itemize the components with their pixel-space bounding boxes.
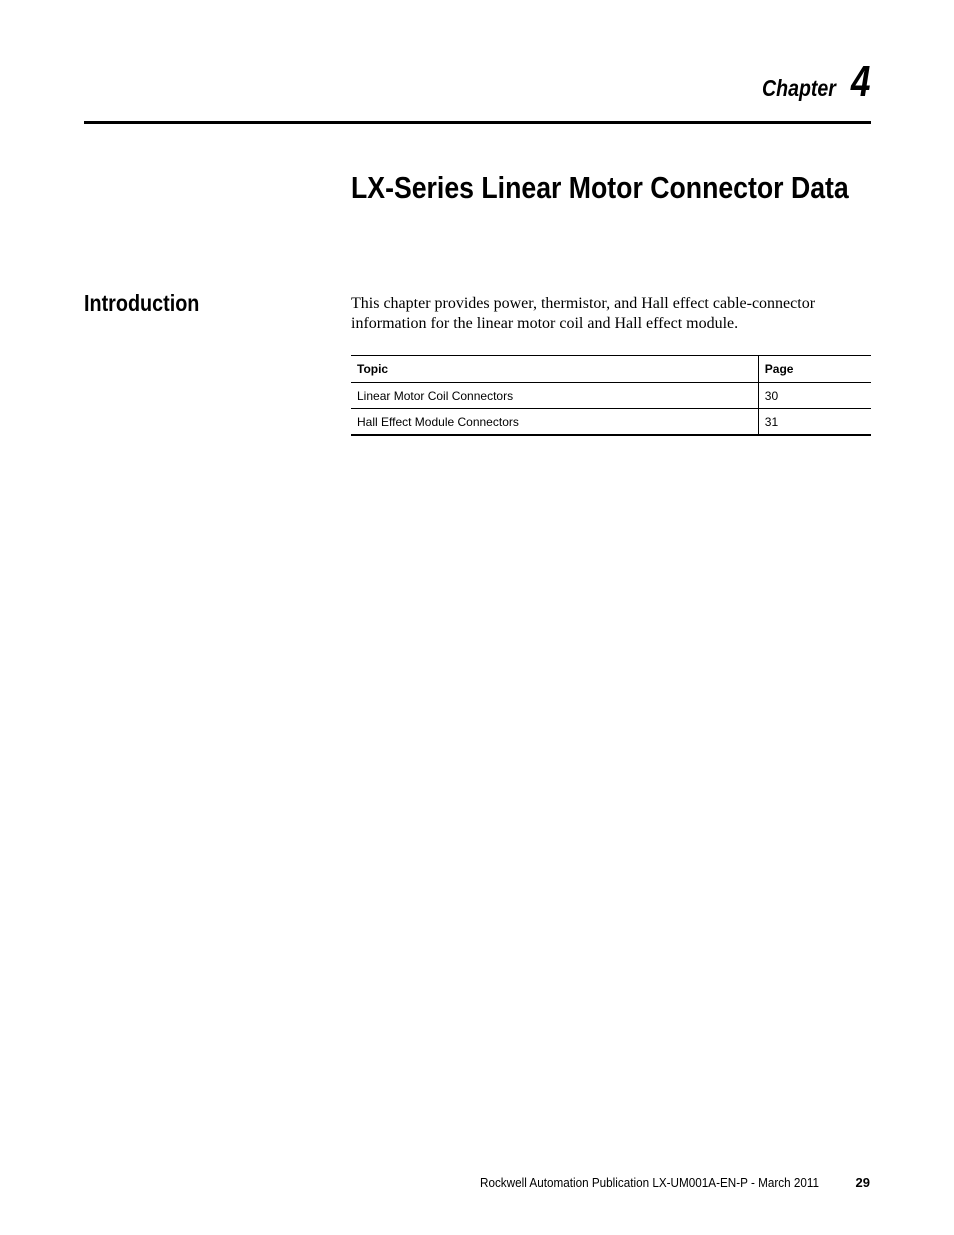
footer-publication: Rockwell Automation Publication LX-UM001A-EN-P - March 2011 [480,1175,820,1190]
section-heading: Introduction [84,290,200,316]
topic-table [351,355,871,436]
table-cell-topic: Linear Motor Coil Connectors [351,383,758,409]
footer-page-number: 29 [855,1175,870,1190]
chapter-number: 4 [850,57,870,106]
table-header-row [351,356,871,383]
chapter-divider [84,121,871,124]
table-cell-page: 31 [758,409,871,436]
column-header-topic: Topic [351,356,758,383]
column-header-page: Page [758,356,871,383]
intro-paragraph: This chapter provides power, thermistor, and Hall effect cable-connector information for the linear motor coil and Hall effect module. [351,295,816,332]
page-title: LX-Series Linear Motor Connector Data [351,170,849,205]
table-row [351,409,871,436]
table-row [351,383,871,409]
table-cell-topic: Hall Effect Module Connectors [351,409,758,436]
chapter-header [749,57,870,106]
table-cell-page: 30 [758,383,871,409]
chapter-label: Chapter [761,75,836,101]
